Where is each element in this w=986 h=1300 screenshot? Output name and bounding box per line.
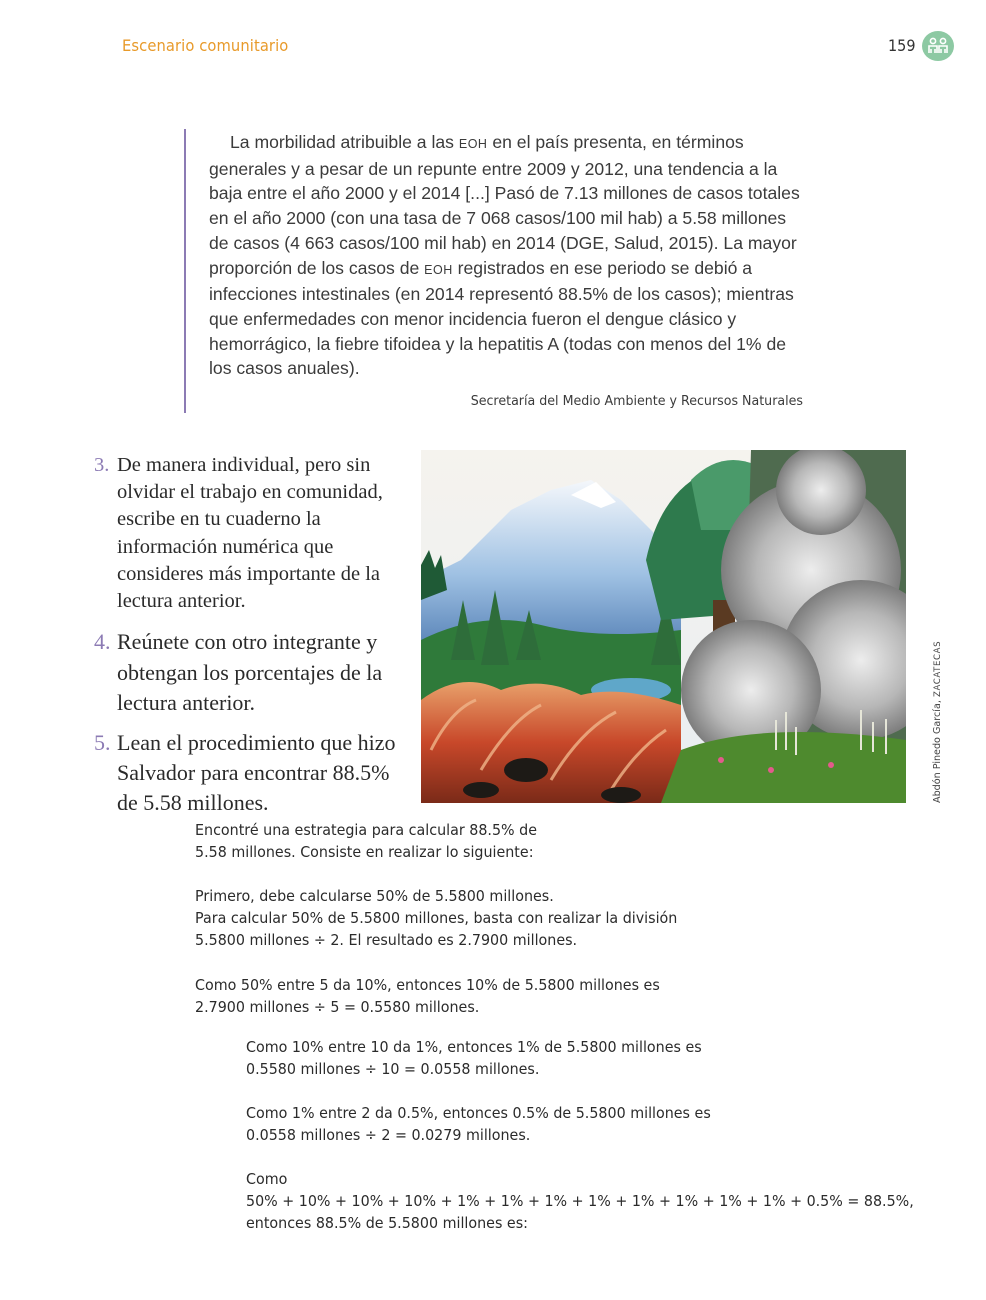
procedure-step-1: Como 10% entre 10 da 1%, entonces 1% de 5.5800 millones es 0.5580 millones ÷ 10 = 0.0558 millones. bbox=[246, 1038, 702, 1078]
activity-number: 3. bbox=[94, 454, 110, 476]
activity-text: Reúnete con otro integrante y obtengan los porcentajes de la lectura anterior. bbox=[117, 629, 383, 715]
activity-text: Lean el procedimiento que hizo Salvador para encontrar 88.5% de 5.58 millones. bbox=[117, 730, 396, 815]
activity-text: De manera individual, pero sin olvidar el trabajo en comunidad, escribe en tu cuaderno la información numérica que consideres más importante de la lectura anterior. bbox=[117, 454, 383, 613]
people-icon bbox=[922, 31, 954, 61]
quote-source: Secretaría del Medio Ambiente y Recursos Naturales bbox=[470, 394, 803, 409]
landscape-painting bbox=[421, 450, 906, 803]
procedure-step-0-5: Como 1% entre 2 da 0.5%, entonces 0.5% de 5.5800 millones es 0.0558 millones ÷ 2 = 0.0279 millones. bbox=[246, 1104, 711, 1144]
procedure-step-50: Primero, debe calcularse 50% de 5.5800 millones. Para calcular 50% de 5.5800 millones, basta con realizar la división 5.5800 millones ÷ 2. El resultado es 2.7900 millones. bbox=[195, 887, 678, 949]
page-number: 159 bbox=[888, 36, 916, 55]
procedure-sum: Como 50% + 10% + 10% + 10% + 1% + 1% + 1% + 1% + 1% + 1% + 1% + 1% + 0.5% = 88.5%, entonces 88.5% de 5.5800 millones es: bbox=[246, 1170, 914, 1232]
section-title: Escenario comunitario bbox=[122, 36, 289, 55]
procedure-step-10: Como 50% entre 5 da 10%, entonces 10% de 5.5800 millones es 2.7900 millones ÷ 5 = 0.5580 millones. bbox=[195, 976, 660, 1016]
procedure-intro: Encontré una estrategia para calcular 88.5% de 5.58 millones. Consiste en realizar lo siguiente: bbox=[195, 821, 537, 861]
illustration-credit: Abdón Pinedo García, ZACATECAS bbox=[932, 640, 943, 803]
quote-text: La morbilidad atribuible a las EOH en el país presenta, en términos generales y a pesar de un repunte entre 2009 y 2012, una tendencia a la baja entre el año 2000 y el 2014 [...] Pasó de 7.13 millones de casos totales en el año 2000 (con una tasa de 7 068 casos/100 mil hab) a 5.58 millones de casos (4 663 casos/100 mil hab) en 2014 (DGE, Salud, 2015). La mayor proporción de los casos de EOH registrados en ese periodo se debió a infecciones intestinales (en 2014 representó 88.5% de los casos); mientras que enfermedades con menor incidencia fueron el dengue clásico y hemorrágico, la fiebre tifoidea y la hepatitis A (todas con menos del 1% de los casos anuales). bbox=[209, 132, 800, 379]
activity-number: 4. bbox=[94, 629, 111, 654]
activity-number: 5. bbox=[94, 730, 111, 755]
quote-accent-bar bbox=[184, 129, 186, 413]
